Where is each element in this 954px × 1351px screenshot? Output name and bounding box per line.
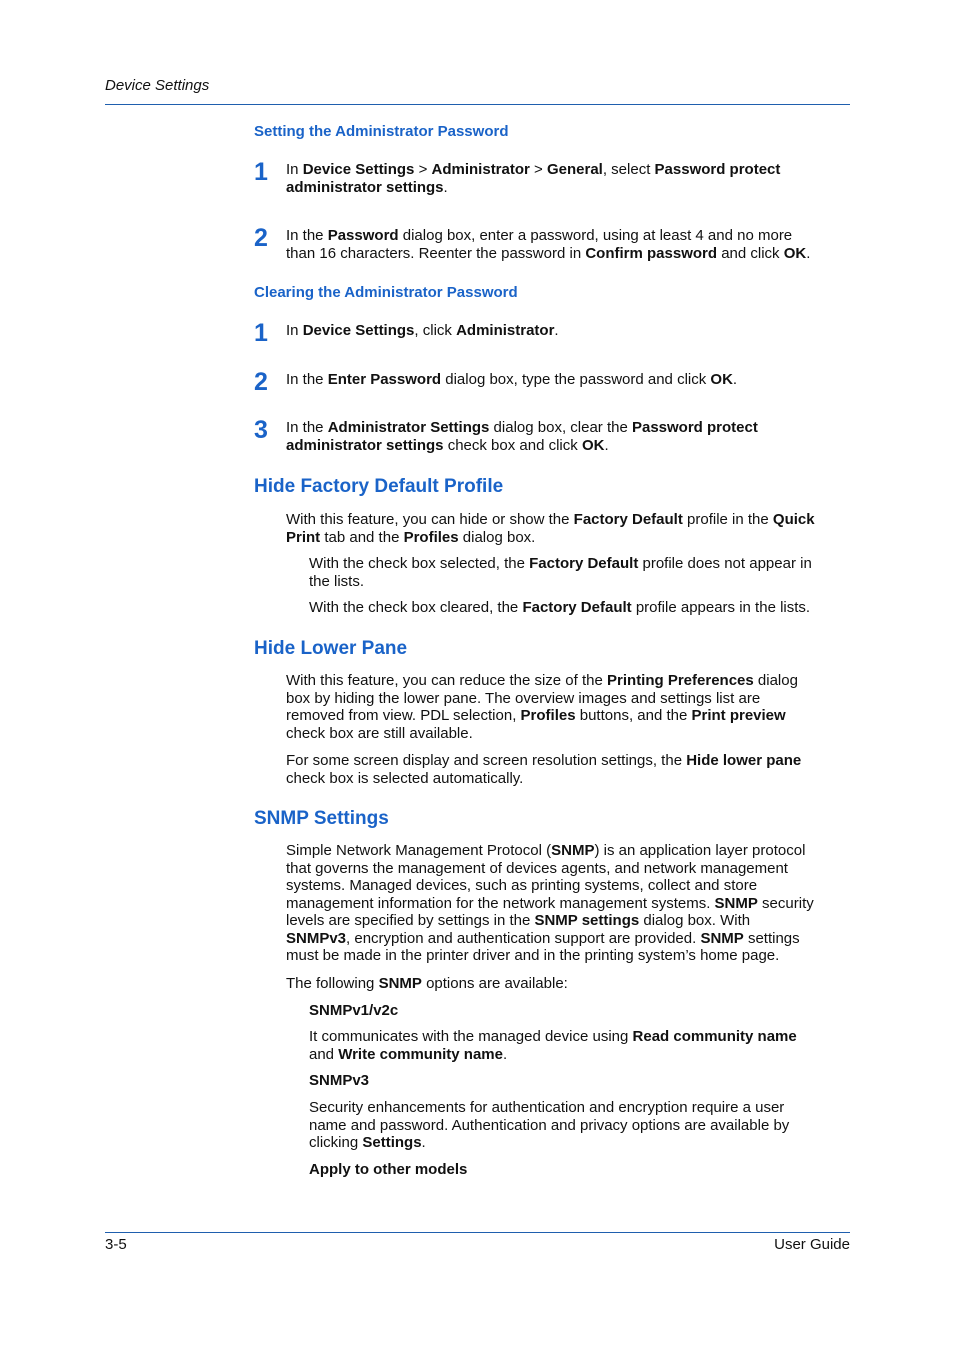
step-text: In the Enter Password dialog box, type the password and click OK. xyxy=(286,371,738,388)
step-text: In the Administrator Settings dialog box, clear the Password protect administrator settings check box and click OK. xyxy=(286,419,758,454)
paragraph: With the check box cleared, the Factory Default profile appears in the lists. xyxy=(309,599,811,616)
paragraph: With the check box selected, the Factory Default profile does not appear in the lists. xyxy=(309,555,812,590)
paragraph: For some screen display and screen resolution settings, the Hide lower pane check box is selected automatically. xyxy=(286,752,802,787)
paragraph: Simple Network Management Protocol (SNMP) is an application layer protocol that governs the management of devices agents, and network management systems. Managed devices, such as printing systems, collect and store management information for the network management systems. SNMP security levels are specified by settings in the SNMP settings dialog box. With SNMPv3, encryption and authentication support are provided. SNMP settings must be made in the printer driver and in the printing system’s home page. xyxy=(286,842,814,964)
option-title-apply-to-other-models: Apply to other models xyxy=(309,1161,468,1178)
option-title-snmpv3: SNMPv3 xyxy=(309,1072,370,1089)
option-title-snmpv1-v2c: SNMPv1/v2c xyxy=(309,1002,399,1019)
step-number: 2 xyxy=(254,224,268,252)
paragraph: With this feature, you can reduce the size of the Printing Preferences dialog box by hiding the lower pane. The overview images and settings list are removed from view. PDL selection, Profiles buttons, and the Print preview check box are still available. xyxy=(286,672,798,742)
step-text: In Device Settings, click Administrator. xyxy=(286,322,559,339)
step-number: 3 xyxy=(254,416,268,444)
footer-rule xyxy=(105,1232,850,1233)
step-text: In the Password dialog box, enter a password, using at least 4 and no more than 16 characters. Reenter the password in Confirm password and click OK. xyxy=(286,227,811,262)
section-heading-snmp-settings: SNMP Settings xyxy=(254,808,389,829)
footer-doc-title: User Guide xyxy=(774,1236,850,1253)
step-number: 2 xyxy=(254,368,268,396)
subheading-clearing-password: Clearing the Administrator Password xyxy=(254,284,518,301)
section-heading-hide-lower-pane: Hide Lower Pane xyxy=(254,638,408,659)
step-number: 1 xyxy=(254,319,268,347)
step-number: 1 xyxy=(254,158,268,186)
paragraph: It communicates with the managed device using Read community name and Write community name. xyxy=(309,1028,797,1063)
page-number: 3-5 xyxy=(105,1236,127,1253)
step-text: In Device Settings > Administrator > General, select Password protect administrator settings. xyxy=(286,161,781,196)
running-header: Device Settings xyxy=(105,77,210,94)
section-heading-hide-factory-default: Hide Factory Default Profile xyxy=(254,476,504,497)
paragraph: With this feature, you can hide or show the Factory Default profile in the Quick Print tab and the Profiles dialog box. xyxy=(286,511,815,546)
paragraph: Security enhancements for authentication and encryption require a user name and password. Authentication and privacy options are available by clicking Settings. xyxy=(309,1099,790,1151)
subheading-setting-password: Setting the Administrator Password xyxy=(254,123,509,140)
paragraph: The following SNMP options are available: xyxy=(286,975,568,992)
header-rule xyxy=(105,104,850,105)
